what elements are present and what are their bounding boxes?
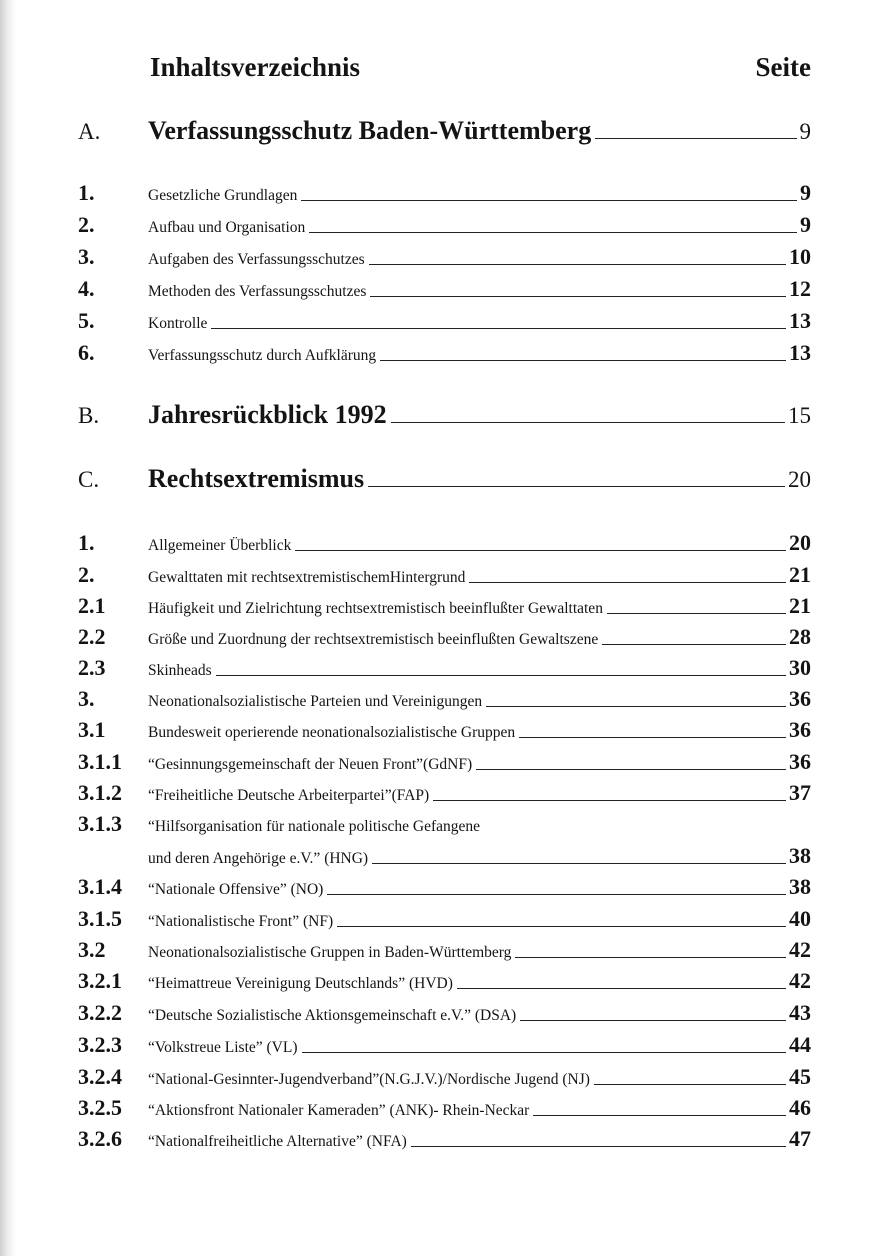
- page-number: 13: [789, 340, 811, 365]
- toc-entry: [78, 874, 811, 900]
- page-binding-edge: [0, 0, 16, 1256]
- dot-leader: [594, 1084, 786, 1085]
- toc-section-a: [78, 116, 811, 146]
- dot-leader: [602, 644, 786, 645]
- entry-title: “Volkstreue Liste” (VL): [148, 1039, 298, 1056]
- dot-leader: [595, 138, 796, 139]
- dot-leader: [519, 737, 786, 738]
- entry-title: Gewalttaten mit rechtsextremistischemHintergrund: [148, 569, 466, 586]
- entry-title-continued: und deren Angehörige e.V.” (HNG): [148, 850, 369, 867]
- page-number: 30: [789, 655, 811, 680]
- dot-leader: [476, 769, 786, 770]
- toc-entry: [78, 624, 811, 650]
- entry-number: 2.: [78, 562, 95, 587]
- entry-number: 3.1.4: [78, 874, 122, 899]
- entry-number: 3.2.1: [78, 968, 122, 993]
- dot-leader: [486, 706, 786, 707]
- page-number: 42: [789, 968, 811, 993]
- entry-title: “Nationalfreiheitliche Alternative” (NFA): [148, 1133, 407, 1150]
- entry-number: 2.1: [78, 593, 106, 618]
- dot-leader: [372, 863, 786, 864]
- page-number: 37: [789, 780, 811, 805]
- toc-entry: [78, 530, 811, 556]
- dot-leader: [370, 296, 786, 297]
- page-number: 9: [800, 180, 811, 205]
- section-number: C.: [78, 467, 100, 492]
- entry-title: “Nationalistische Front” (NF): [148, 913, 334, 930]
- entry-number: 3.1.1: [78, 749, 122, 774]
- toc-section-c: [78, 464, 811, 494]
- toc-entry: [78, 1126, 811, 1152]
- entry-title: Aufgaben des Verfassungsschutzes: [148, 251, 365, 268]
- page-number: 12: [789, 276, 811, 301]
- page-number: 36: [789, 749, 811, 774]
- entry-number: 5.: [78, 308, 95, 333]
- toc-entry: [78, 212, 811, 238]
- toc-entry: [78, 811, 811, 837]
- dot-leader: [533, 1115, 786, 1116]
- entry-title: Neonationalsozialistische Gruppen in Baden-Württemberg: [148, 944, 512, 961]
- page-number: 20: [788, 467, 811, 492]
- toc-entry: [78, 1032, 811, 1058]
- entry-title: Größe und Zuordnung der rechtsextremistisch beeinflußten Gewaltszene: [148, 631, 599, 648]
- toc-entry: [78, 276, 811, 302]
- entry-number: 3.2.6: [78, 1126, 122, 1151]
- dot-leader: [337, 926, 786, 927]
- page-number: 46: [789, 1095, 811, 1120]
- toc-entry: [78, 968, 811, 994]
- entry-number: 3.1.5: [78, 906, 122, 931]
- dot-leader: [327, 894, 786, 895]
- entry-number: 3.1.3: [78, 811, 122, 836]
- entry-title: Häufigkeit und Zielrichtung rechtsextremistisch beeinflußter Gewalttaten: [148, 600, 603, 617]
- page-number: 10: [789, 244, 811, 269]
- toc-entry: [78, 717, 811, 743]
- dot-leader: [380, 360, 786, 361]
- entry-number: 6.: [78, 340, 95, 365]
- toc-entry: [78, 562, 811, 588]
- entry-title: Kontrolle: [148, 315, 208, 332]
- entry-number: 2.2: [78, 624, 106, 649]
- page-number: 9: [800, 212, 811, 237]
- section-number: A.: [78, 119, 101, 144]
- page-number: 21: [789, 593, 811, 618]
- toc-entry: [78, 340, 811, 366]
- page-number: 43: [789, 1000, 811, 1025]
- entry-number: 3.2.3: [78, 1032, 122, 1057]
- toc-entry-continuation: [78, 843, 811, 869]
- dot-leader: [433, 800, 786, 801]
- toc-entry: [78, 1064, 811, 1090]
- dot-leader: [211, 328, 786, 329]
- entry-title: “Gesinnungsgemeinschaft der Neuen Front”(GdNF): [148, 756, 473, 773]
- entry-number: 3.: [78, 244, 95, 269]
- dot-leader: [216, 675, 786, 676]
- toc-entry: [78, 1095, 811, 1121]
- entry-number: 2.: [78, 212, 95, 237]
- toc-heading: Inhaltsverzeichnis: [150, 52, 361, 82]
- entry-number: 1.: [78, 180, 95, 205]
- page-number: 20: [789, 530, 811, 555]
- toc-entry: [78, 244, 811, 270]
- page-number: 42: [789, 937, 811, 962]
- entry-number: 3.2.4: [78, 1064, 122, 1089]
- entry-title: “Aktionsfront Nationaler Kameraden” (ANK)- Rhein-Neckar: [148, 1102, 530, 1119]
- page-number: 44: [789, 1032, 811, 1057]
- page-number: 36: [789, 717, 811, 742]
- entry-number: 3.2.5: [78, 1095, 122, 1120]
- entry-number: 3.2: [78, 937, 106, 962]
- dot-leader: [301, 200, 797, 201]
- dot-leader: [369, 264, 786, 265]
- dot-leader: [391, 422, 785, 423]
- entry-title: “Deutsche Sozialistische Aktionsgemeinschaft e.V.” (DSA): [148, 1007, 517, 1024]
- dot-leader: [309, 232, 797, 233]
- page-number: 36: [789, 686, 811, 711]
- section-number: B.: [78, 403, 100, 428]
- page-number: 38: [789, 843, 811, 868]
- page-number: 21: [789, 562, 811, 587]
- section-title: Rechtsextremismus: [148, 464, 365, 493]
- entry-title: Bundesweit operierende neonationalsozialistische Gruppen: [148, 724, 516, 741]
- entry-title: “Hilfsorganisation für nationale politische Gefangene: [148, 818, 480, 835]
- entry-number: 2.3: [78, 655, 106, 680]
- toc-section-b: [78, 400, 811, 430]
- page-number: 47: [789, 1126, 811, 1151]
- entry-title: Methoden des Verfassungsschutzes: [148, 283, 367, 300]
- entry-number: 4.: [78, 276, 95, 301]
- dot-leader: [368, 486, 785, 487]
- dot-leader: [302, 1052, 787, 1053]
- entry-number: 3.1: [78, 717, 106, 742]
- toc-entry: [78, 593, 811, 619]
- section-title: Verfassungsschutz Baden-Württemberg: [148, 116, 592, 145]
- page-number: 13: [789, 308, 811, 333]
- entry-title: Verfassungsschutz durch Aufklärung: [148, 347, 377, 364]
- entry-number: 3.: [78, 686, 95, 711]
- entry-title: Gesetzliche Grundlagen: [148, 187, 298, 204]
- dot-leader: [520, 1020, 786, 1021]
- dot-leader: [457, 988, 786, 989]
- entry-number: 3.1.2: [78, 780, 122, 805]
- dot-leader: [607, 613, 786, 614]
- toc-entry: [78, 686, 811, 712]
- toc-entry: [78, 308, 811, 334]
- entry-title: Allgemeiner Überblick: [148, 537, 292, 554]
- toc-entry: [78, 780, 811, 806]
- entry-title: “National-Gesinnter-Jugendverband”(N.G.J.V.)/Nordische Jugend (NJ): [148, 1071, 590, 1088]
- page-number: 45: [789, 1064, 811, 1089]
- dot-leader: [515, 957, 786, 958]
- section-title: Jahresrückblick 1992: [148, 400, 387, 429]
- entry-title: “Heimattreue Vereinigung Deutschlands” (HVD): [148, 975, 453, 992]
- toc-entry: [78, 749, 811, 775]
- page-column-heading: Seite: [755, 52, 811, 82]
- dot-leader: [295, 550, 786, 551]
- entry-number: 3.2.2: [78, 1000, 122, 1025]
- page-number: 15: [788, 403, 811, 428]
- toc-entry: [78, 180, 811, 206]
- page-number: 40: [789, 906, 811, 931]
- page-number: 28: [789, 624, 811, 649]
- entry-title: Skinheads: [148, 662, 212, 679]
- entry-title: Neonationalsozialistische Parteien und Vereinigungen: [148, 693, 483, 710]
- toc-entry: [78, 937, 811, 963]
- entry-title: “Freiheitliche Deutsche Arbeiterpartei”(FAP): [148, 787, 430, 804]
- toc-entry: [78, 906, 811, 932]
- entry-title: Aufbau und Organisation: [148, 219, 306, 236]
- page-number: 38: [789, 874, 811, 899]
- dot-leader: [411, 1146, 786, 1147]
- toc-entry: [78, 655, 811, 681]
- page-number: 9: [799, 119, 811, 144]
- dot-leader: [469, 582, 786, 583]
- entry-title: “Nationale Offensive” (NO): [148, 881, 324, 898]
- toc-entry: [78, 1000, 811, 1026]
- entry-number: 1.: [78, 530, 95, 555]
